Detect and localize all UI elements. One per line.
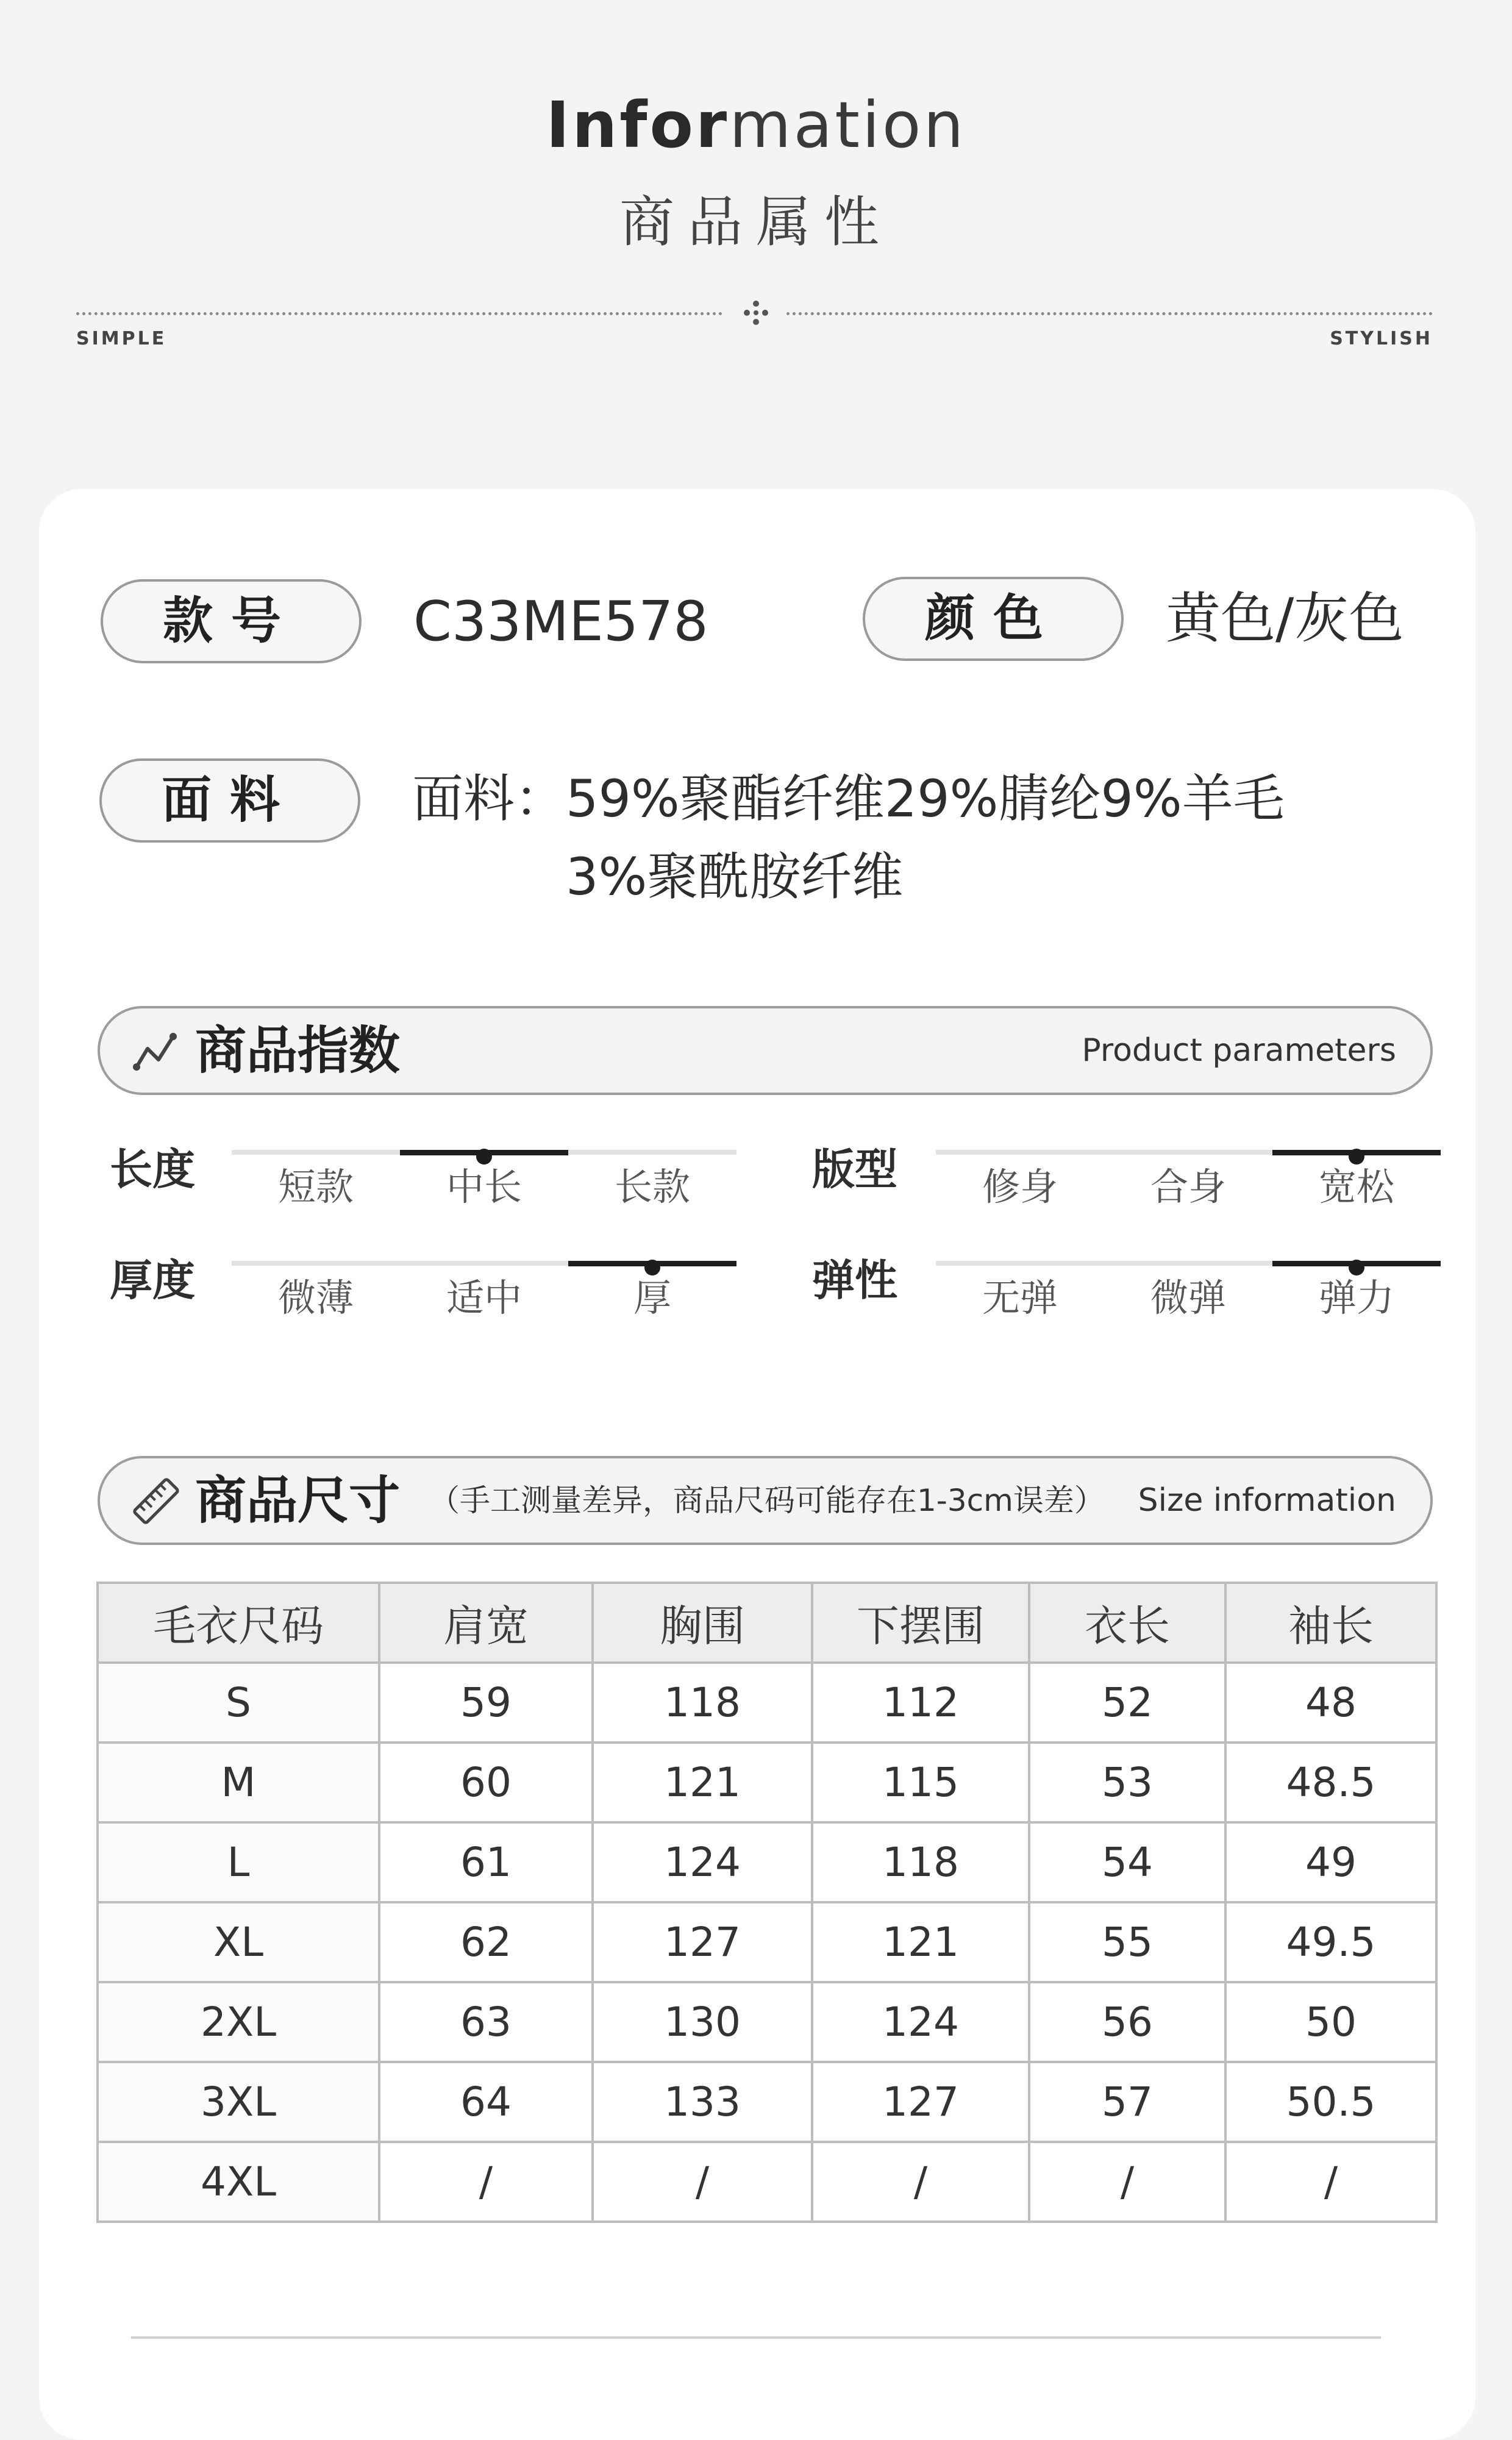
param-length-opt-0: 短款: [277, 1165, 354, 1209]
table-row: [98, 1663, 1436, 1743]
param-fit-seg-0: [936, 1150, 1104, 1155]
param-length-opt-1: 中长: [446, 1165, 522, 1209]
fabric-value-line2: 3%聚酰胺纤维: [566, 847, 904, 907]
table-row: [98, 2142, 1436, 2222]
table-row: [98, 1902, 1436, 1982]
table-row: [98, 1822, 1436, 1902]
fabric-value-line1: 面料：59%聚酯纤维29%腈纶9%羊毛: [412, 769, 1285, 829]
cell-length: 56: [1029, 1982, 1225, 2062]
params-title: 商品指数: [195, 1021, 401, 1080]
cell-sleeve: /: [1225, 2142, 1436, 2222]
table-row: [98, 2062, 1436, 2142]
cell-shoulder: 59: [379, 1663, 593, 1743]
param-thickness-opt-0: 微薄: [277, 1275, 354, 1320]
param-elasticity-label: 弹性: [812, 1255, 897, 1305]
style-no-value: C33ME578: [413, 590, 708, 654]
param-length-seg-0: [232, 1150, 400, 1155]
cell-sleeve: 50: [1225, 1982, 1436, 2062]
cell-hem: 112: [812, 1663, 1029, 1743]
param-fit-seg-2-selected: [1272, 1150, 1441, 1155]
cell-chest: 127: [593, 1902, 812, 1982]
cell-size: S: [98, 1663, 379, 1743]
cell-shoulder: 61: [379, 1822, 593, 1902]
color-value: 黄色/灰色: [1166, 587, 1404, 651]
param-fit-opt-1: 合身: [1150, 1165, 1226, 1209]
table-row: [98, 1743, 1436, 1822]
cell-length: 55: [1029, 1902, 1225, 1982]
cell-sleeve: 48: [1225, 1663, 1436, 1743]
param-length-seg-2: [568, 1150, 736, 1155]
product-params-banner: [98, 1006, 1433, 1095]
cell-shoulder: /: [379, 2142, 593, 2222]
color-label: 颜色: [863, 577, 1124, 661]
param-fit-opt-2: 宽松: [1318, 1165, 1394, 1209]
param-thickness-seg-2-selected: [568, 1261, 736, 1266]
info-heading: [0, 79, 1512, 171]
cell-chest: 118: [593, 1663, 812, 1743]
cell-size: XL: [98, 1902, 379, 1982]
cell-length: 52: [1029, 1663, 1225, 1743]
simple-tag: SIMPLE: [76, 328, 167, 349]
cell-length: 53: [1029, 1743, 1225, 1822]
param-thickness-seg-0: [232, 1261, 400, 1266]
size-title: 商品尺寸: [195, 1471, 401, 1530]
cell-sleeve: 49.5: [1225, 1902, 1436, 1982]
cell-sleeve: 50.5: [1225, 2062, 1436, 2142]
divider-left: [76, 312, 722, 315]
ruler-icon: [129, 1474, 183, 1528]
cell-length: 54: [1029, 1822, 1225, 1902]
cell-shoulder: 60: [379, 1743, 593, 1822]
size-table: [96, 1582, 1438, 2223]
param-length-label: 长度: [110, 1144, 195, 1194]
param-thickness-opt-2: 厚: [633, 1275, 671, 1320]
param-fit-seg-1: [1104, 1150, 1272, 1155]
param-elasticity-seg-0: [936, 1261, 1104, 1266]
param-elasticity-seg-1: [1104, 1261, 1272, 1266]
cell-hem: 124: [812, 1982, 1029, 2062]
cell-size: 3XL: [98, 2062, 379, 2142]
param-elasticity-seg-2-selected: [1272, 1261, 1441, 1266]
cell-shoulder: 64: [379, 2062, 593, 2142]
cell-sleeve: 49: [1225, 1822, 1436, 1902]
info-heading-bold: Infor: [546, 88, 730, 162]
size-title-en: Size information: [1138, 1482, 1396, 1519]
divider-right: [786, 312, 1433, 315]
trend-line-icon: [129, 1024, 183, 1078]
size-measure-note: （手工测量差异，商品尺码可能存在1-3cm误差）: [429, 1483, 1105, 1518]
cell-size: L: [98, 1822, 379, 1902]
cell-hem: /: [812, 2142, 1029, 2222]
param-length-seg-1-selected: [400, 1150, 568, 1155]
param-elasticity-opt-1: 微弹: [1150, 1275, 1226, 1320]
cell-sleeve: 48.5: [1225, 1743, 1436, 1822]
col-header-size: 毛衣尺码: [98, 1583, 379, 1663]
cell-shoulder: 62: [379, 1902, 593, 1982]
cell-hem: 118: [812, 1822, 1029, 1902]
param-elasticity-opt-2: 弹力: [1318, 1275, 1394, 1320]
col-header-sleeve: 袖长: [1225, 1583, 1436, 1663]
stylish-tag: STYLISH: [1330, 328, 1433, 349]
size-info-banner: [98, 1456, 1433, 1545]
cell-hem: 115: [812, 1743, 1029, 1822]
style-no-label: 款号: [101, 579, 362, 663]
params-title-en: Product parameters: [1082, 1032, 1396, 1069]
info-subheading: 商品属性: [619, 190, 893, 254]
cell-length: 57: [1029, 2062, 1225, 2142]
col-header-hem: 下摆围: [812, 1583, 1029, 1663]
cell-size: 2XL: [98, 1982, 379, 2062]
cell-hem: 127: [812, 2062, 1029, 2142]
param-fit-label: 版型: [812, 1144, 897, 1194]
col-header-chest: 胸围: [593, 1583, 812, 1663]
table-row: [98, 1982, 1436, 2062]
col-header-length: 衣长: [1029, 1583, 1225, 1663]
cell-chest: 124: [593, 1822, 812, 1902]
cell-length: /: [1029, 2142, 1225, 2222]
cell-chest: 121: [593, 1743, 812, 1822]
size-table-header-row: [98, 1583, 1436, 1663]
bottom-divider: [131, 2336, 1381, 2339]
four-dots-icon: [741, 298, 771, 328]
param-thickness-opt-1: 适中: [446, 1275, 522, 1320]
cell-chest: 130: [593, 1982, 812, 2062]
fabric-label: 面料: [99, 758, 360, 843]
param-thickness-seg-1: [400, 1261, 568, 1266]
cell-hem: 121: [812, 1902, 1029, 1982]
cell-chest: 133: [593, 2062, 812, 2142]
col-header-shoulder: 肩宽: [379, 1583, 593, 1663]
param-fit-opt-0: 修身: [982, 1165, 1058, 1209]
cell-size: 4XL: [98, 2142, 379, 2222]
param-length-opt-2: 长款: [614, 1165, 690, 1209]
param-elasticity-opt-0: 无弹: [982, 1275, 1058, 1320]
cell-size: M: [98, 1743, 379, 1822]
param-thickness-label: 厚度: [110, 1255, 195, 1305]
info-heading-light: mation: [729, 88, 966, 162]
cell-chest: /: [593, 2142, 812, 2222]
cell-shoulder: 63: [379, 1982, 593, 2062]
